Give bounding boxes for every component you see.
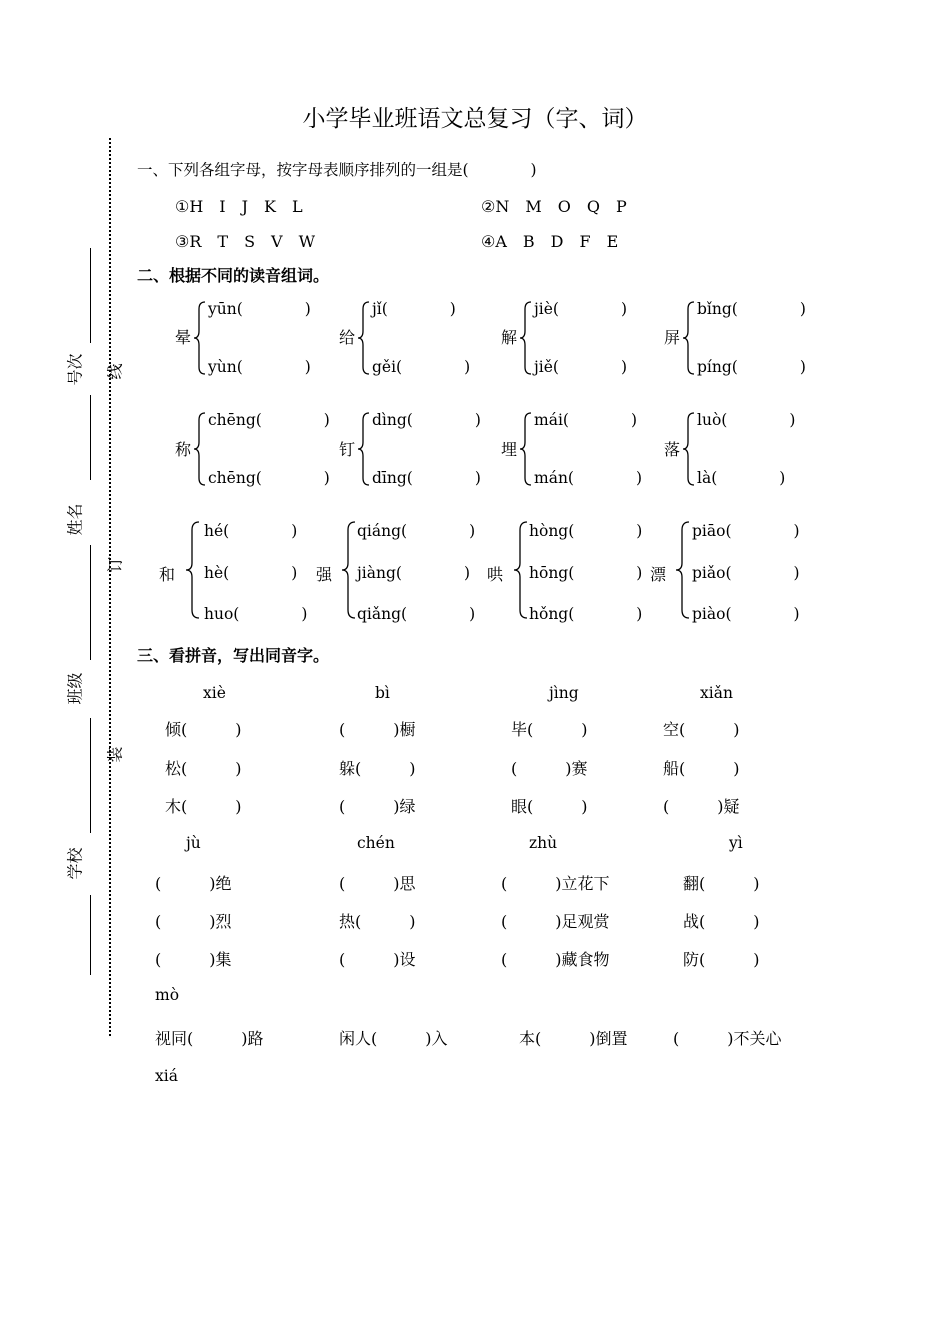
brace — [193, 411, 207, 487]
brace — [193, 300, 207, 376]
reading: gěi( ) — [372, 358, 471, 376]
reading: dìng( ) — [372, 411, 481, 429]
fill-word: 倾( ) — [165, 720, 242, 739]
reading: piào( ) — [692, 605, 800, 623]
fill-word: 闲人( )入 — [339, 1029, 448, 1048]
option-3: ③R T S V W — [175, 232, 316, 251]
pinyin-label: jù — [186, 834, 201, 852]
fill-word: 战( ) — [683, 912, 760, 931]
pinyin-label: chén — [357, 834, 395, 852]
fill-word: ( )烈 — [155, 912, 232, 931]
fill-word: ( )设 — [339, 950, 416, 969]
fill-word: 热( ) — [339, 912, 416, 931]
section3-heading: 三、看拼音，写出同音字。 — [137, 646, 330, 665]
brace — [519, 411, 533, 487]
polyphone-char: 和 — [159, 565, 176, 584]
reading: hǒng( ) — [529, 605, 643, 623]
brace — [682, 300, 696, 376]
pinyin-label: xiǎn — [700, 684, 733, 702]
reading: qiǎng( ) — [357, 605, 476, 623]
binding-label-line: 线 — [105, 363, 125, 380]
reading: huo( ) — [204, 605, 308, 623]
brace — [675, 520, 691, 620]
reading: yùn( ) — [208, 358, 311, 376]
reading: mán( ) — [534, 469, 643, 487]
fill-word: 松( ) — [165, 759, 242, 778]
fill-word: 毕( ) — [511, 720, 588, 739]
polyphone-char: 给 — [339, 328, 356, 347]
pinyin-label: jìng — [549, 684, 579, 702]
reading: yūn( ) — [208, 300, 311, 318]
option-4: ④A B D F E — [481, 232, 619, 251]
reading: píng( ) — [697, 358, 806, 376]
brace — [519, 300, 533, 376]
pinyin-label: xiá — [155, 1067, 178, 1085]
fill-word: 视同( )路 — [155, 1029, 264, 1048]
section2-heading: 二、根据不同的读音组词。 — [137, 266, 330, 285]
polyphone-char: 称 — [175, 440, 192, 459]
binding-label-bind: 订 — [105, 556, 125, 573]
fill-word: ( )橱 — [339, 720, 416, 739]
fill-word: ( )思 — [339, 874, 416, 893]
fill-word: ( )不关心 — [673, 1029, 782, 1048]
margin-rule — [90, 895, 91, 975]
pinyin-label: yì — [729, 834, 743, 852]
reading: hòng( ) — [529, 522, 643, 540]
fill-word: ( )绝 — [155, 874, 232, 893]
brace — [341, 520, 357, 620]
fill-word: ( )藏食物 — [501, 950, 610, 969]
polyphone-char: 解 — [501, 328, 518, 347]
binding-dotted-line — [109, 138, 111, 1036]
reading: hōng( ) — [529, 564, 643, 582]
fill-word: ( )集 — [155, 950, 232, 969]
reading: bǐng( ) — [697, 300, 806, 318]
pinyin-label: zhù — [529, 834, 558, 852]
polyphone-char: 埋 — [501, 440, 518, 459]
fill-word: ( )疑 — [663, 797, 740, 816]
fill-word: 木( ) — [165, 797, 242, 816]
reading: luò( ) — [697, 411, 796, 429]
brace — [513, 520, 529, 620]
reading: jiě( ) — [534, 358, 628, 376]
reading: mái( ) — [534, 411, 637, 429]
brace — [682, 411, 696, 487]
brace — [357, 411, 371, 487]
polyphone-char: 强 — [316, 565, 333, 584]
margin-label-class: 班级 — [65, 672, 85, 705]
fill-word: ( )立花下 — [501, 874, 610, 893]
polyphone-char: 钉 — [339, 440, 356, 459]
fill-word: ( )赛 — [511, 759, 588, 778]
fill-word: 躲( ) — [339, 759, 416, 778]
binding-label-mount: 装 — [105, 746, 125, 763]
polyphone-char: 屏 — [664, 328, 681, 347]
reading: jiè( ) — [534, 300, 628, 318]
polyphone-char: 落 — [664, 440, 681, 459]
option-1: ①H I J K L — [175, 197, 303, 216]
reading: dīng( ) — [372, 469, 481, 487]
reading: jiàng( ) — [357, 564, 471, 582]
fill-word: ( )绿 — [339, 797, 416, 816]
reading: jǐ( ) — [372, 300, 456, 318]
pinyin-label: xiè — [203, 684, 226, 702]
fill-word: ( )足观赏 — [501, 912, 610, 931]
fill-word: 眼( ) — [511, 797, 588, 816]
polyphone-char: 晕 — [175, 328, 192, 347]
section1-heading: 一、下列各组字母，按字母表顺序排列的一组是( ) — [137, 161, 537, 179]
reading: là( ) — [697, 469, 786, 487]
margin-rule — [90, 718, 91, 833]
fill-word: 本( )倒置 — [519, 1029, 628, 1048]
polyphone-char: 漂 — [650, 565, 667, 584]
page-title: 小学毕业班语文总复习（字、词） — [302, 106, 648, 132]
margin-label-name: 姓名 — [65, 503, 85, 536]
option-2: ②N M O Q P — [481, 197, 627, 216]
margin-label-school: 学校 — [65, 847, 85, 880]
margin-rule — [90, 395, 91, 480]
reading: piǎo( ) — [692, 564, 800, 582]
reading: chēng( ) — [208, 411, 330, 429]
margin-label-number: 号次 — [65, 353, 85, 386]
reading: hé( ) — [204, 522, 298, 540]
fill-word: 翻( ) — [683, 874, 760, 893]
pinyin-label: mò — [155, 986, 180, 1004]
reading: hè( ) — [204, 564, 298, 582]
polyphone-char: 哄 — [487, 565, 504, 584]
reading: piāo( ) — [692, 522, 800, 540]
brace — [357, 300, 371, 376]
pinyin-label: bì — [375, 684, 390, 702]
margin-rule — [90, 545, 91, 660]
reading: chēng( ) — [208, 469, 330, 487]
margin-rule — [90, 248, 91, 343]
fill-word: 防( ) — [683, 950, 760, 969]
fill-word: 空( ) — [663, 720, 740, 739]
fill-word: 船( ) — [663, 759, 740, 778]
reading: qiáng( ) — [357, 522, 476, 540]
brace — [185, 520, 201, 620]
